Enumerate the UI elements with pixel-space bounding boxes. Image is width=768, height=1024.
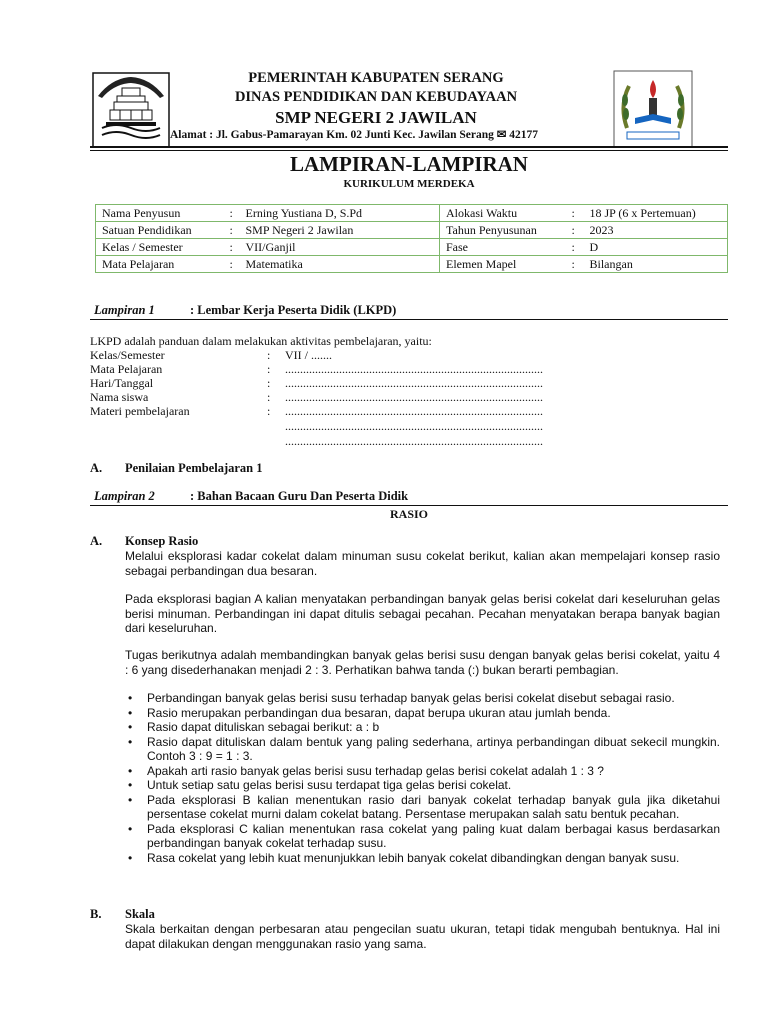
skala-paragraph: Skala berkaitan dengan perbesaran atau pengecilan suatu ukuran, tetapi tidak mengubah bentuknya. Hal ini dapat dilakukan dengan menggunakan rasio yang sama. <box>125 922 720 951</box>
konsep-rasio-heading: Konsep Rasio <box>125 534 199 548</box>
list-item: • Rasio dapat dituliskan dalam bentuk yang paling sederhana, artinya perbandingan dibuat sekecil mungkin. Contoh 3 : 9 = 1 : 3. <box>125 735 720 764</box>
lampiran-2-title: : Bahan Bacaan Guru Dan Peserta Didik <box>190 489 409 503</box>
rasio-bullet-list <box>125 691 720 865</box>
list-item: • Rasio merupakan perbandingan dua besaran, dapat berupa ukuran atau jumlah benda. <box>125 706 720 721</box>
regency-emblem <box>92 72 170 148</box>
government-name: PEMERINTAH KABUPATEN SERANG <box>248 70 504 86</box>
konsep-paragraph-2: Pada eksplorasi bagian A kalian menyatakan perbandingan banyak gelas berisi cokelat dari keseluruhan gelas berisi minuman. Perbandingan ini dapat ditulis sebagai pecahan. Pecahan menyatakan berapa banyak bagian dari keseluruhan. <box>125 592 720 635</box>
section-letter: A. <box>90 461 103 475</box>
letterhead-rule-thick <box>90 146 728 148</box>
list-item: • Pada eksplorasi C kalian menentukan rasa cokelat yang paling kuat dalam berbagai kasus berdasarkan perbandingan banyak cokelat terhadap susu. <box>125 822 720 851</box>
penilaian-heading: Penilaian Pembelajaran 1 <box>125 461 263 475</box>
list-item: • Pada eksplorasi B kalian menentukan rasio dari banyak cokelat terhadap banyak gula jika diketahui persentase cokelat murni dalam cokelat batang. Persentase merupakan salah satu bentuk pecahan. <box>125 793 720 822</box>
form-field-materi-3: ...................................................................................... <box>285 434 543 448</box>
section-letter: B. <box>90 907 102 921</box>
section-letter: A. <box>90 534 103 548</box>
list-item: • Perbandingan banyak gelas berisi susu terhadap banyak gelas berisi cokelat disebut sebagai rasio. <box>125 691 720 706</box>
lampiran-1-label: Lampiran 1 <box>94 303 155 317</box>
school-emblem <box>613 70 693 148</box>
konsep-paragraph-1: Melalui eksplorasi kadar cokelat dalam minuman susu cokelat berikut, kalian akan mempelajari konsep rasio sebagai perbandingan dua besaran. <box>125 549 720 578</box>
lkpd-intro: LKPD adalah panduan dalam melakukan aktivitas pembelajaran, yaitu: <box>90 334 432 348</box>
letterhead-rule-thin <box>90 150 728 151</box>
konsep-paragraph-3: Tugas berikutnya adalah membandingkan banyak gelas berisi susu dengan banyak gelas berisi cokelat, yaitu 4 : 6 yang disederhanakan menjadi 2 : 3. Perhatikan bahwa tanda (:) bukan berarti pembagian. <box>125 648 720 677</box>
form-field-nama: ...................................................................................... <box>285 390 543 404</box>
list-item: • Untuk setiap satu gelas berisi susu terdapat tiga gelas berisi cokelat. <box>125 778 720 793</box>
school-address: Alamat : Jl. Gabus-Pamarayan Km. 02 Junti Kec. Jawilan Serang ✉ 42177 <box>170 129 539 141</box>
form-field-kelas: VII / ....... <box>285 348 332 362</box>
table-row: Satuan Pendidikan : SMP Negeri 2 Jawilan Tahun Penyusunan : 2023 <box>96 222 728 239</box>
list-item: • Apakah arti rasio banyak gelas berisi susu terhadap gelas berisi cokelat adalah 1 : 3 ? <box>125 764 720 779</box>
department-name: DINAS PENDIDIKAN DAN KEBUDAYAAN <box>234 89 518 105</box>
lampiran-2-heading <box>90 489 728 506</box>
skala-heading: Skala <box>125 907 155 921</box>
lampiran-1-heading <box>90 303 728 320</box>
document-title: LAMPIRAN-LAMPIRAN <box>290 152 528 176</box>
form-field-materi: ...................................................................................... <box>285 404 543 418</box>
lampiran-2-label: Lampiran 2 <box>94 489 155 503</box>
form-field-mapel: ...................................................................................... <box>285 362 543 376</box>
school-name: SMP NEGERI 2 JAWILAN <box>275 108 477 127</box>
list-item: • Rasa cokelat yang lebih kuat menunjukkan lebih banyak cokelat dibandingkan dengan banyak susu. <box>125 851 720 866</box>
table-row: Kelas / Semester : VII/Ganjil Fase : D <box>96 239 728 256</box>
identity-table <box>95 204 728 273</box>
lampiran-1-title: : Lembar Kerja Peserta Didik (LKPD) <box>190 303 397 317</box>
form-field-hari: ...................................................................................... <box>285 376 543 390</box>
form-field-materi-2: ...................................................................................... <box>285 419 543 433</box>
table-row: Mata Pelajaran : Matematika Elemen Mapel : Bilangan <box>96 256 728 273</box>
list-item: • Rasio dapat dituliskan sebagai berikut: a : b <box>125 720 720 735</box>
lkpd-form: Kelas/Semester : VII / ....... Mata Pelajaran : ...................................................................................... Hari/Tanggal : ...................................................................................... Nama siswa : ...................................................................................... Materi pembelajaran : ...................................................................................... ...................................................................................... ...................................................................................... <box>90 348 543 448</box>
document-subtitle: KURIKULUM MERDEKA <box>343 178 475 190</box>
table-row: Nama Penyusun : Erning Yustiana D, S.Pd Alokasi Waktu : 18 JP (6 x Pertemuan) <box>96 205 728 222</box>
rasio-heading: RASIO <box>389 507 428 521</box>
